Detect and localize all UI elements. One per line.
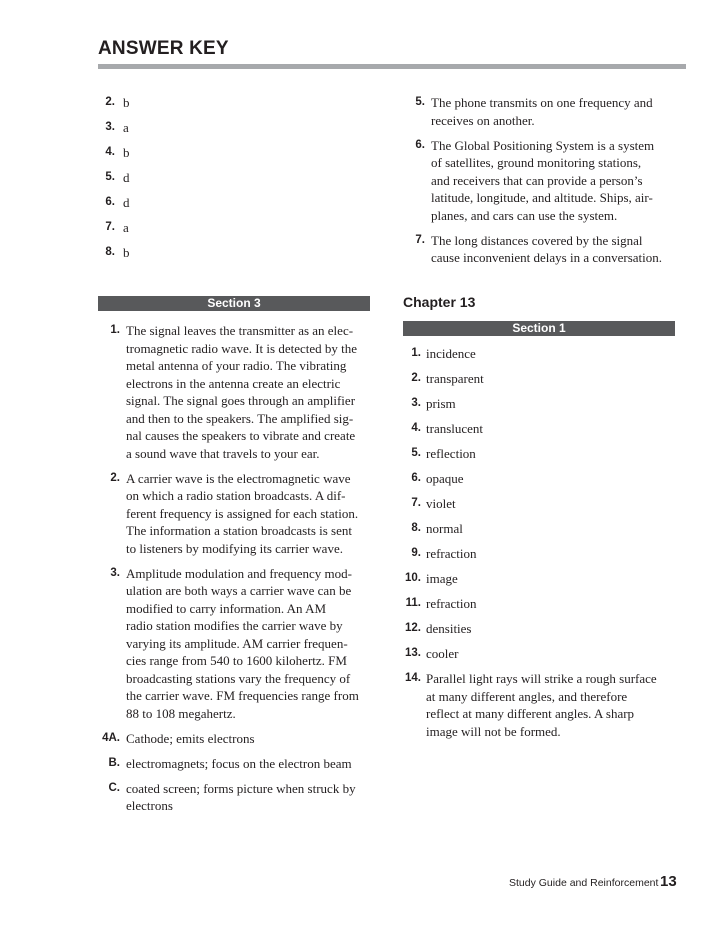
- answer-line: signal. The signal goes through an amplifier: [126, 393, 356, 408]
- section-3-heading: Section 3: [98, 296, 370, 311]
- answer-line: a sound wave that travels to your ear.: [126, 445, 320, 461]
- answer-line: metal antenna of your radio. The vibrating: [126, 358, 347, 373]
- answer-item: [98, 322, 383, 462]
- answer-item: [98, 565, 383, 723]
- answer-number: 8.: [105, 246, 115, 258]
- answer-line: The long distances covered by the signal: [431, 232, 643, 248]
- answer-text: [126, 470, 383, 558]
- answer-item: [98, 244, 378, 262]
- answer-line: prism: [426, 396, 456, 411]
- answer-text: [426, 520, 684, 538]
- answer-item: [398, 495, 684, 513]
- answer-line: coated screen; forms picture when struck by: [126, 780, 356, 796]
- answer-list-chapter-13: [398, 345, 684, 748]
- answer-line: translucent: [426, 421, 484, 436]
- answer-text: a: [123, 220, 129, 235]
- answer-line: densities: [426, 621, 472, 636]
- answer-number: 9.: [411, 547, 421, 559]
- answer-number: 4.: [411, 422, 421, 434]
- answer-item: [98, 730, 383, 748]
- answer-line: varying its amplitude. AM carrier frequen-: [126, 635, 348, 651]
- answer-number: 8.: [411, 522, 421, 534]
- answer-text: d: [123, 170, 130, 185]
- answer-line: opaque: [426, 471, 464, 486]
- answer-text: [126, 322, 383, 462]
- answer-number: 1.: [110, 324, 120, 336]
- footer-book-title: Study Guide and Reinforcement: [509, 877, 659, 889]
- answer-text: [426, 545, 684, 563]
- answer-line: modified to carry information. An AM: [126, 600, 327, 616]
- answer-line: The signal leaves the transmitter as an elec-: [126, 323, 354, 338]
- answer-item: [398, 345, 684, 363]
- answer-item: [98, 755, 383, 773]
- answer-text: [126, 565, 383, 723]
- answer-text: [426, 645, 684, 663]
- answer-line: and then to the speakers. The amplified sig-: [126, 410, 354, 426]
- answer-line: nal causes the speakers to vibrate and create: [126, 428, 356, 443]
- answer-line: receives on another.: [431, 112, 535, 128]
- answer-number: 1.: [411, 347, 421, 359]
- answer-line: Amplitude modulation and frequency mod-: [126, 565, 353, 581]
- answer-text: a: [123, 120, 129, 135]
- answer-line: transparent: [426, 371, 484, 386]
- answer-list-top-left: [98, 94, 378, 269]
- page-title: ANSWER KEY: [98, 38, 229, 59]
- answer-item: [398, 645, 684, 663]
- answer-text: [426, 420, 684, 438]
- answer-line: 88 to 108 megahertz.: [126, 705, 236, 721]
- answer-item: [98, 119, 378, 137]
- answer-number: 11.: [405, 597, 421, 609]
- answer-item: [398, 595, 684, 613]
- answer-item: [398, 395, 684, 413]
- answer-item: [98, 780, 383, 815]
- answer-item: [98, 194, 378, 212]
- answer-number: 3.: [105, 121, 115, 133]
- answer-line: image: [426, 571, 458, 586]
- answer-line: A carrier wave is the electromagnetic wave: [126, 470, 351, 486]
- answer-number: 2.: [105, 96, 115, 108]
- answer-number: 6.: [411, 472, 421, 484]
- answer-line: and receivers that can provide a person’s: [431, 172, 643, 188]
- answer-item: [98, 470, 383, 558]
- answer-line: reflection: [426, 446, 476, 461]
- answer-list-section-3: [98, 322, 383, 822]
- answer-number: 5.: [415, 96, 425, 108]
- answer-number: 2.: [411, 372, 421, 384]
- answer-text: [126, 780, 383, 815]
- answer-number: 14.: [405, 672, 421, 684]
- answer-line: the carrier wave. FM frequencies range from: [126, 688, 359, 703]
- answer-number: C.: [108, 781, 120, 794]
- answer-item: [398, 570, 684, 588]
- answer-line: The phone transmits on one frequency and: [431, 95, 653, 110]
- answer-line: normal: [426, 521, 463, 536]
- answer-item: [98, 94, 378, 112]
- answer-number: 7.: [415, 233, 425, 246]
- chapter-13-heading: Chapter 13: [403, 294, 476, 310]
- answer-number: 4.: [105, 146, 115, 158]
- answer-line: The Global Positioning System is a system: [431, 137, 655, 153]
- answer-text: [431, 94, 689, 129]
- answer-line: electromagnets; focus on the electron beam: [126, 755, 352, 771]
- answer-line: broadcasting stations vary the frequency of: [126, 670, 351, 686]
- answer-number: 5.: [105, 171, 115, 183]
- answer-number: 13.: [405, 647, 421, 659]
- answer-text: b: [123, 245, 130, 260]
- answer-line: latitude, longitude, and altitude. Ships, air-: [431, 190, 653, 205]
- section-1-heading: Section 1: [403, 321, 675, 336]
- answer-line: electrons in the antenna create an electric: [126, 375, 341, 391]
- answer-line: refraction: [426, 596, 477, 611]
- answer-item: [404, 232, 689, 267]
- header-rule: [98, 64, 686, 69]
- answer-item: [398, 370, 684, 388]
- answer-number: 3.: [110, 566, 120, 579]
- answer-item: [398, 470, 684, 488]
- answer-line: to listeners by modifying its carrier wave.: [126, 540, 343, 556]
- answer-line: ferent frequency is assigned for each station.: [126, 505, 359, 521]
- answer-text: [426, 595, 684, 613]
- answer-text: [426, 620, 684, 638]
- answer-text: [426, 470, 684, 488]
- answer-item: [398, 420, 684, 438]
- answer-text: d: [123, 195, 130, 210]
- answer-line: The information a station broadcasts is sent: [126, 523, 353, 538]
- answer-item: [98, 169, 378, 187]
- answer-line: cause inconvenient delays in a conversation.: [431, 250, 663, 265]
- answer-line: of satellites, ground monitoring stations,: [431, 155, 642, 170]
- answer-line: radio station modifies the carrier wave by: [126, 618, 343, 633]
- answer-item: [404, 137, 689, 225]
- answer-text: [431, 137, 689, 225]
- answer-item: [404, 94, 689, 129]
- answer-line: on which a radio station broadcasts. A dif-: [126, 488, 346, 503]
- answer-number: B.: [108, 756, 120, 769]
- page-number: 13: [660, 873, 677, 890]
- answer-line: Parallel light rays will strike a rough surface: [426, 671, 657, 686]
- answer-line: tromagnetic radio wave. It is detected by the: [126, 340, 358, 356]
- answer-text: [426, 445, 684, 463]
- answer-item: [398, 445, 684, 463]
- answer-text: b: [123, 145, 130, 160]
- answer-line: reflect at many different angles. A sharp: [426, 706, 635, 721]
- answer-item: [398, 620, 684, 638]
- answer-number: 7.: [105, 221, 115, 233]
- answer-list-top-right: [404, 94, 689, 274]
- answer-text: [431, 232, 689, 267]
- answer-line: violet: [426, 496, 456, 511]
- answer-line: planes, and cars can use the system.: [431, 207, 618, 223]
- answer-number: 2.: [110, 471, 120, 484]
- answer-number: 3.: [411, 397, 421, 409]
- answer-line: Cathode; emits electrons: [126, 730, 255, 746]
- answer-item: [98, 219, 378, 237]
- answer-item: [398, 670, 684, 740]
- answer-number: 4A.: [102, 731, 120, 744]
- answer-number: 6.: [415, 138, 425, 151]
- answer-number: 6.: [105, 196, 115, 208]
- answer-line: at many different angles, and therefore: [426, 688, 628, 704]
- answer-line: ulation are both ways a carrier wave can be: [126, 583, 352, 598]
- answer-number: 5.: [411, 447, 421, 459]
- answer-text: [426, 345, 684, 363]
- answer-text: b: [123, 95, 130, 110]
- answer-line: incidence: [426, 346, 476, 361]
- answer-text: [426, 495, 684, 513]
- answer-number: 12.: [405, 622, 421, 634]
- answer-text: [426, 395, 684, 413]
- answer-line: refraction: [426, 546, 477, 561]
- answer-number: 10.: [405, 572, 421, 584]
- answer-item: [398, 520, 684, 538]
- answer-line: cooler: [426, 646, 459, 661]
- answer-text: [426, 670, 684, 740]
- answer-number: 7.: [411, 497, 421, 509]
- answer-item: [398, 545, 684, 563]
- answer-text: [126, 755, 383, 773]
- answer-text: [126, 730, 383, 748]
- answer-text: [426, 570, 684, 588]
- answer-item: [98, 144, 378, 162]
- answer-line: electrons: [126, 798, 173, 813]
- answer-text: [426, 370, 684, 388]
- answer-line: image will not be formed.: [426, 723, 561, 739]
- answer-line: cies range from 540 to 1600 kilohertz. FM: [126, 653, 347, 668]
